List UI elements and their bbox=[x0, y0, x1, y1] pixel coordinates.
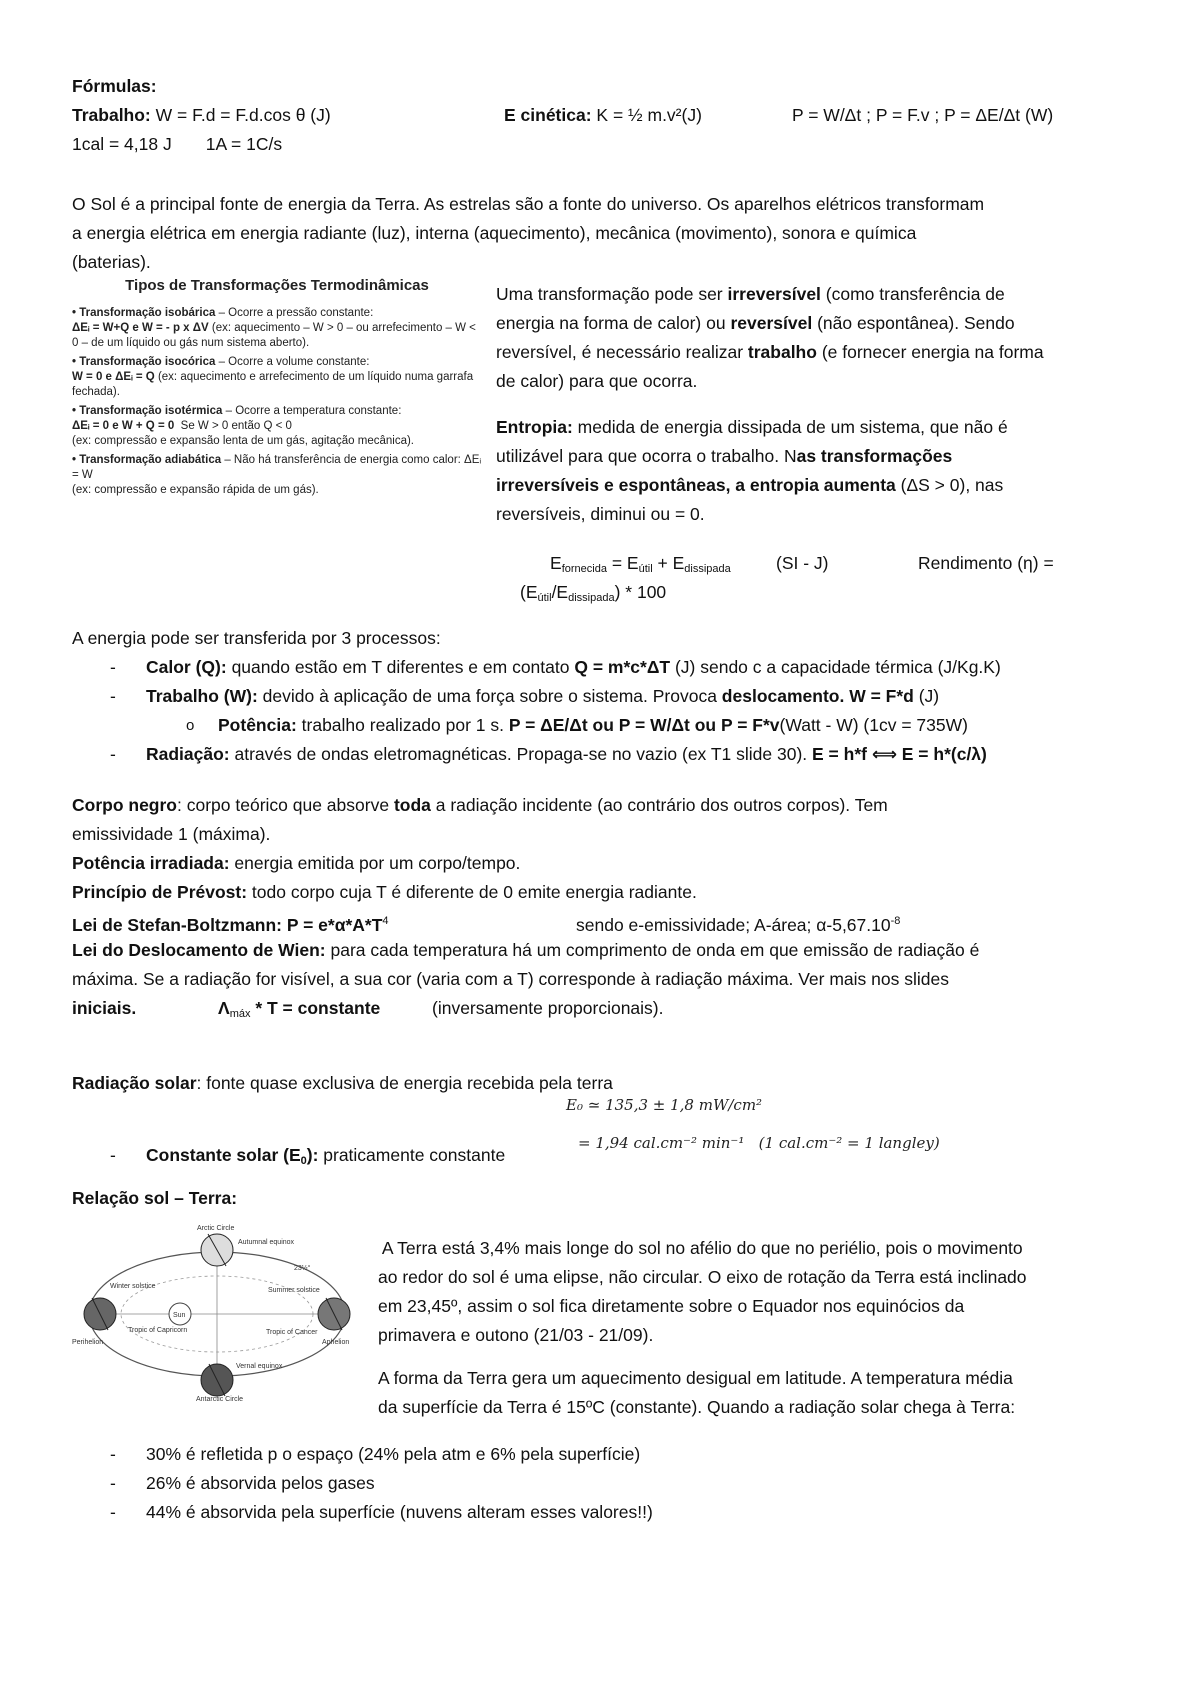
wien-note: (inversamente proporcionais). bbox=[432, 998, 664, 1018]
isothermal-item: • Transformação isotérmica – Ocorre a temperatura constante: ΔEᵢ = 0 e W + Q = 0 Se W > 0 então Q < 0 (ex: compressão e expansão lenta de um gás, agitação mecânica). bbox=[72, 405, 414, 447]
solar-constant-item: Constante solar $(E_0)$: praticamente constante bbox=[146, 1145, 506, 1167]
bullet-dash: - bbox=[110, 1502, 116, 1522]
process-power: Potência: trabalho realizado por 1 s. P = ΔE/Δt ou P = W/Δt ou P = F*v(Watt - W) (1cv = 735W) bbox=[218, 715, 968, 735]
prevost-line: Princípio de Prévost: todo corpo cuja T é diferente de 0 emite energia radiante. bbox=[72, 882, 697, 902]
bullet-dash: - bbox=[110, 1145, 116, 1165]
fig-tilt-label: 23½° bbox=[294, 1265, 311, 1272]
radiation-gases-item: 26% é absorvida pelos gases bbox=[146, 1473, 375, 1493]
fig-antarctic-label: Antarctic Circle bbox=[196, 1396, 244, 1402]
bullet-dash: - bbox=[110, 1473, 116, 1493]
isochoric-item: • Transformação isocórica – Ocorre a volume constante: W = 0 e ΔEᵢ = Q (ex: aquecimento e arrefecimento de um líquido numa garrafa fechada). bbox=[72, 356, 474, 398]
bullet-dash: - bbox=[110, 686, 116, 706]
solar-constant-eq-2: = 1,94 cal.cm⁻² min⁻¹ (1 cal.cm⁻² = 1 langley) bbox=[578, 1134, 940, 1152]
energy-units: (SI - J) bbox=[776, 553, 829, 573]
energy-equation: $E_{fornecida} = E_{útil} + E_{dissipada}$ bbox=[550, 553, 731, 575]
fig-sun-label: Sun bbox=[173, 1312, 186, 1319]
bullet-dash: - bbox=[110, 1444, 116, 1464]
processes-heading: A energia pode ser transferida por 3 processos: bbox=[72, 628, 441, 648]
wien-line-2: máxima. Se a radiação for visível, a sua cor (varia com a T) corresponde à radiação máxima. Ver mais nos slides bbox=[72, 969, 949, 989]
sun-earth-paragraph-2: A forma da Terra gera um aquecimento desigual em latitude. A temperatura média da superfície da Terra é 15ºC (constante). Quando a radiação solar chega à Terra: bbox=[378, 1368, 1016, 1417]
radiation-reflected-item: 30% é refletida p o espaço (24% pela atm e 6% pela superfície) bbox=[146, 1444, 641, 1464]
blackbody-line-1: Corpo negro: corpo teórico que absorve toda a radiação incidente (ao contrário dos outros corpos). Tem bbox=[72, 795, 888, 815]
units-line: 1cal = 4,18 J 1A = 1C/s bbox=[72, 134, 283, 154]
fig-vernal-label: Vernal equinox bbox=[236, 1363, 283, 1370]
wien-line-3: iniciais. bbox=[72, 998, 137, 1018]
stefan-boltzmann-vars: sendo e-emissividade; A-área; $\alpha-5,67.10^{-8}$ bbox=[576, 915, 901, 935]
bullet-dash: - bbox=[110, 744, 116, 764]
fig-arctic-label: Arctic Circle bbox=[197, 1225, 235, 1232]
efficiency-formula: $(E_{útil}/E_{dissipada}) * 100$ bbox=[520, 582, 667, 604]
entropy-paragraph: Entropia: medida de energia dissipada de um sistema, que não é utilizável para que ocorra o trabalho. Nas transformações irreversíveis e espontâneas, a entropia aumenta (ΔS > 0), nas reversíveis, diminui ou = 0. bbox=[496, 417, 1008, 524]
power-formula: P = W/Δt ; P = F.v ; P = ΔE/Δt (W) bbox=[792, 105, 1054, 125]
bullet-dash: - bbox=[110, 657, 116, 677]
thermo-transformations-figure bbox=[72, 276, 482, 502]
thermo-title: Tipos de Transformações Termodinâmicas bbox=[125, 277, 429, 294]
sun-earth-paragraph-1: A Terra está 3,4% mais longe do sol no afélio do que no periélio, pois o movimento ao redor do sol é uma elipse, não circular. O eixo de rotação da Terra está inclinado em 23,45º, assim o sol fica diretamente sobre o Equador nos equinócios da primavera e outono (21/03 - 21/09). bbox=[378, 1238, 1027, 1345]
kinetic-formula: E cinética: K = ½ m.v²(J) bbox=[504, 105, 702, 125]
bullet-circle: o bbox=[186, 717, 195, 734]
reversibility-paragraph: Uma transformação pode ser irreversível (como transferência de energia na forma de calor) ou reversível (não espontânea). Sendo reversível, é necessário realizar trabalho (e fornecer energia na forma de calor) para que ocorra. bbox=[496, 284, 1044, 391]
radiated-power-line: Potência irradiada: energia emitida por um corpo/tempo. bbox=[72, 853, 521, 873]
formulas-heading: Fórmulas: bbox=[72, 76, 157, 96]
fig-perihelion-label: Perihelion bbox=[72, 1339, 104, 1346]
radiation-surface-item: 44% é absorvida pela superfície (nuvens alteram esses valores!!) bbox=[146, 1502, 653, 1522]
solar-radiation-line: Radiação solar: fonte quase exclusiva de energia recebida pela terra bbox=[72, 1073, 613, 1093]
efficiency-label: Rendimento (η) = bbox=[918, 553, 1054, 573]
process-radiation: Radiação: através de ondas eletromagnéticas. Propaga-se no vazio (ex T1 slide 30). E = h*f ⟺ E = h*(c/λ) bbox=[146, 744, 987, 764]
formulas-line: Trabalho: W = F.d = F.d.cos θ (J) bbox=[72, 105, 331, 125]
intro-line-2: a energia elétrica em energia radiante (luz), interna (aquecimento), mecânica (movimento), sonora e química bbox=[72, 223, 917, 243]
fig-capricorn-label: Tropic of Capricorn bbox=[128, 1327, 188, 1334]
fig-aphelion-label: Aphelion bbox=[322, 1339, 350, 1346]
process-work: Trabalho (W): devido à aplicação de uma força sobre o sistema. Provoca deslocamento. W = F*d (J) bbox=[146, 686, 940, 706]
fig-summer-label: Summer solstice bbox=[268, 1287, 320, 1294]
adiabatic-item: • Transformação adiabática – Não há transferência de energia como calor: ΔEᵢ = W (ex: compressão e expansão rápida de um gás). bbox=[72, 454, 482, 496]
wien-line-1: Lei do Deslocamento de Wien: para cada temperatura há um comprimento de onda em que emissão de radiação é bbox=[72, 940, 980, 960]
earth-orbit-diagram bbox=[72, 1222, 362, 1402]
isobaric-item: • Transformação isobárica – Ocorre a pressão constante: ΔEᵢ = W+Q e W = - p x ΔV (ex: aquecimento – W > 0 – ou arrefecimento – W < 0 – de um líquido ou gás num sistema aberto). bbox=[72, 307, 476, 349]
solar-constant-eq-1: E₀ ≃ 135,3 ± 1,8 mW/cm² bbox=[566, 1096, 763, 1114]
fig-cancer-label: Tropic of Cancer bbox=[266, 1329, 318, 1336]
sun-earth-heading: Relação sol – Terra: bbox=[72, 1188, 238, 1208]
wien-formula: $\Lambda_{máx}$ * T = constante bbox=[218, 998, 381, 1020]
fig-winter-label: Winter solstice bbox=[110, 1283, 156, 1290]
fig-autumnal-label: Autumnal equinox bbox=[238, 1239, 295, 1246]
intro-line-1: O Sol é a principal fonte de energia da Terra. As estrelas são a fonte do universo. Os aparelhos elétricos transformam bbox=[72, 194, 985, 214]
stefan-boltzmann-law: Lei de Stefan-Boltzmann: $P = e*\alpha*A*T^4$ bbox=[72, 915, 389, 935]
process-heat: Calor (Q): quando estão em T diferentes e em contato Q = m*c*ΔT (J) sendo c a capacidade térmica (J/Kg.K) bbox=[146, 657, 1001, 677]
intro-line-3: (baterias). bbox=[72, 252, 151, 272]
blackbody-line-2: emissividade 1 (máxima). bbox=[72, 824, 271, 844]
